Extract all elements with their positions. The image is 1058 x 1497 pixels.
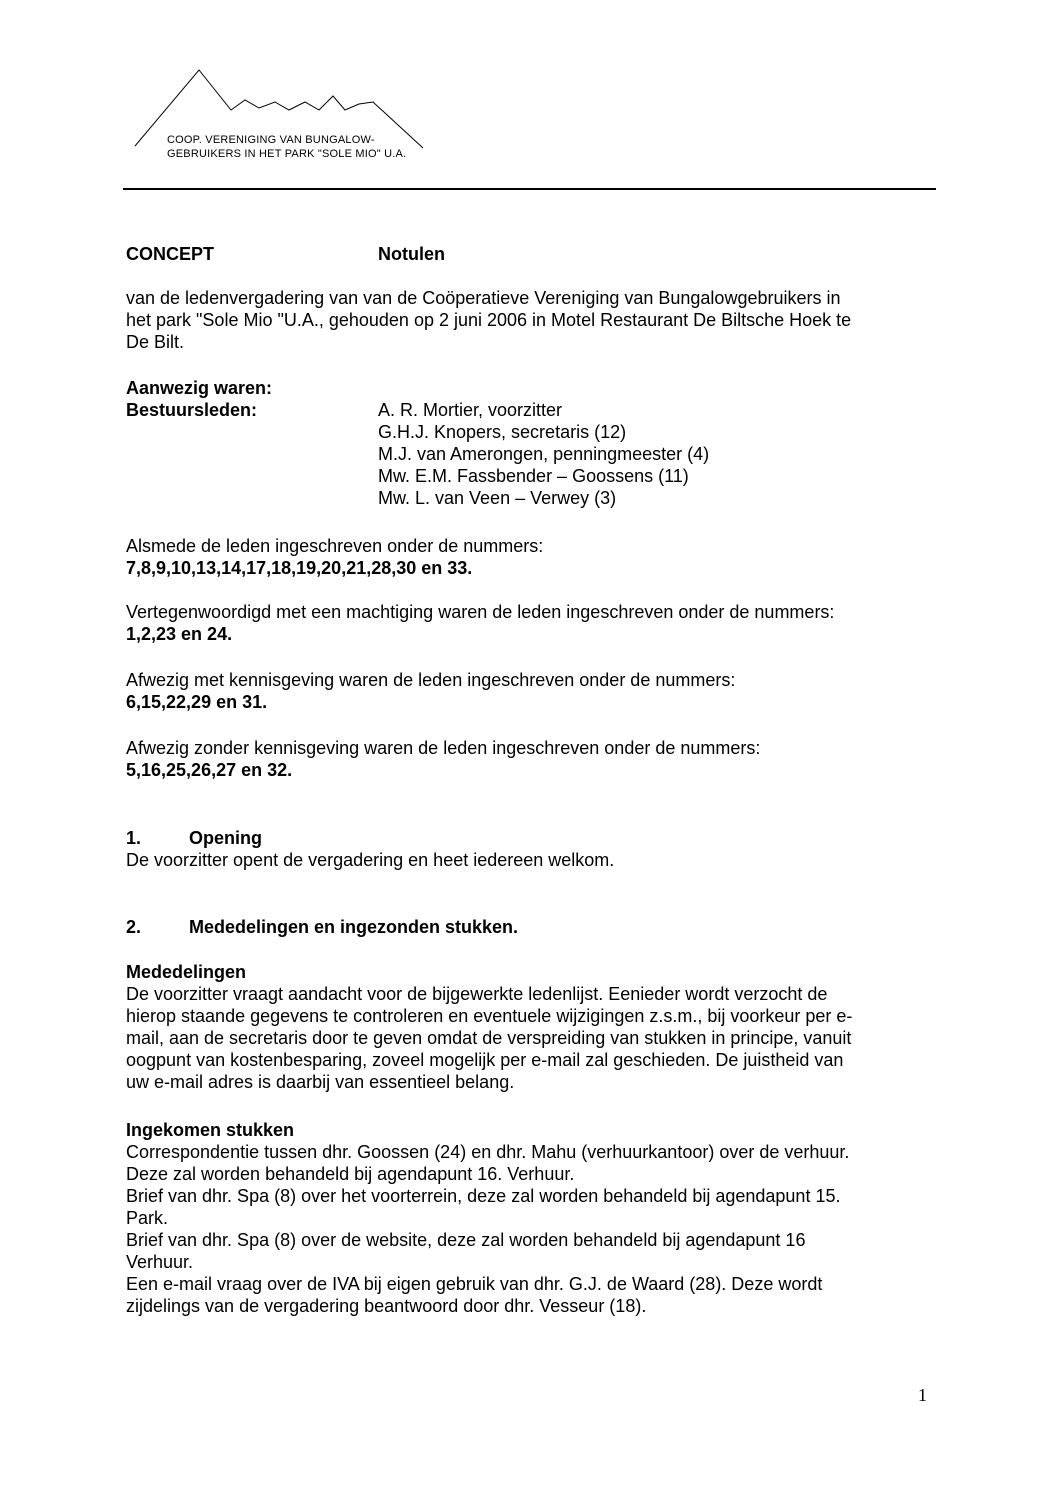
section-2-title: Mededelingen en ingezonden stukken. xyxy=(189,917,519,937)
paragraph-line: Brief van dhr. Spa (8) over het voorterrein, deze zal worden behandeld bij agendapunt 15. xyxy=(126,1186,841,1206)
section-2-number: 2. xyxy=(126,917,142,937)
section-1-text: De voorzitter opent de vergadering en heet iedereen welkom. xyxy=(126,850,615,870)
intro-line: het park "Sole Mio "U.A., gehouden op 2 juni 2006 in Motel Restaurant De Biltsche Hoek te xyxy=(126,310,852,330)
absent-notice-text: Afwezig met kennisgeving waren de leden ingeschreven onder de nummers: xyxy=(126,670,736,690)
logo-text-line-1: COOP. VERENIGING VAN BUNGALOW- xyxy=(167,134,375,146)
notulen-heading: Notulen xyxy=(378,244,445,264)
paragraph-line: Een e-mail vraag over de IVA bij eigen gebruik van dhr. G.J. de Waard (28). Deze wordt xyxy=(126,1274,823,1294)
paragraph-line: oogpunt van kostenbesparing, zoveel mogelijk per e-mail zal geschieden. De juistheid van xyxy=(126,1050,844,1070)
intro-line: van de ledenvergadering van van de Coöperatieve Vereniging van Bungalowgebruikers in xyxy=(126,288,841,308)
present-members-numbers: 7,8,9,10,13,14,17,18,19,20,21,28,30 en 33. xyxy=(126,558,473,578)
attendance-heading: Aanwezig waren: xyxy=(126,378,273,398)
paragraph-line: zijdelings van de vergadering beantwoord door dhr. Vesseur (18). xyxy=(126,1296,647,1316)
mededelingen-subheading: Mededelingen xyxy=(126,962,247,982)
paragraph-line: mail, aan de secretaris door te geven omdat de verspreiding van stukken in principe, vanuit xyxy=(126,1028,852,1048)
page-number: 1 xyxy=(918,1385,927,1405)
paragraph-line: Deze zal worden behandeld bij agendapunt 16. Verhuur. xyxy=(126,1164,575,1184)
mededelingen-paragraph xyxy=(126,983,926,1093)
intro-line: De Bilt. xyxy=(126,332,185,352)
intro-paragraph xyxy=(126,287,926,353)
paragraph-line: Brief van dhr. Spa (8) over de website, deze zal worden behandeld bij agendapunt 16 xyxy=(126,1230,806,1250)
ingekomen-stukken-subheading: Ingekomen stukken xyxy=(126,1120,295,1140)
ingekomen-stukken-paragraph xyxy=(126,1141,926,1317)
board-member: A. R. Mortier, voorzitter xyxy=(378,400,563,420)
paragraph-line: De voorzitter vraagt aandacht voor de bijgewerkte ledenlijst. Eenieder wordt verzocht de xyxy=(126,984,828,1004)
proxy-members-text: Vertegenwoordigd met een machtiging waren de leden ingeschreven onder de nummers: xyxy=(126,602,835,622)
board-member: G.H.J. Knopers, secretaris (12) xyxy=(378,422,627,442)
section-1-number: 1. xyxy=(126,828,142,848)
paragraph-line: Correspondentie tussen dhr. Goossen (24) en dhr. Mahu (verhuurkantoor) over de verhuur. xyxy=(126,1142,850,1162)
absent-no-notice-text: Afwezig zonder kennisgeving waren de leden ingeschreven onder de nummers: xyxy=(126,738,761,758)
section-1-title: Opening xyxy=(189,828,262,848)
board-member: Mw. E.M. Fassbender – Goossens (11) xyxy=(378,466,689,486)
proxy-members-numbers: 1,2,23 en 24. xyxy=(126,624,233,644)
paragraph-line: Verhuur. xyxy=(126,1252,194,1272)
board-member: M.J. van Amerongen, penningmeester (4) xyxy=(378,444,710,464)
absent-no-notice-numbers: 5,16,25,26,27 en 32. xyxy=(126,760,293,780)
paragraph-line: hierop staande gegevens te controleren en eventuele wijzigingen z.s.m., bij voorkeur per e- xyxy=(126,1006,853,1026)
board-label: Bestuursleden: xyxy=(126,400,258,420)
association-logo xyxy=(133,66,433,166)
absent-notice-numbers: 6,15,22,29 en 31. xyxy=(126,692,268,712)
present-members-text: Alsmede de leden ingeschreven onder de nummers: xyxy=(126,536,544,556)
concept-heading: CONCEPT xyxy=(126,244,215,264)
board-member: Mw. L. van Veen – Verwey (3) xyxy=(378,488,617,508)
paragraph-line: Park. xyxy=(126,1208,169,1228)
header-divider xyxy=(123,188,936,190)
paragraph-line: uw e-mail adres is daarbij van essentieel belang. xyxy=(126,1072,515,1092)
logo-text-line-2: GEBRUIKERS IN HET PARK "SOLE MIO" U.A. xyxy=(167,148,407,160)
